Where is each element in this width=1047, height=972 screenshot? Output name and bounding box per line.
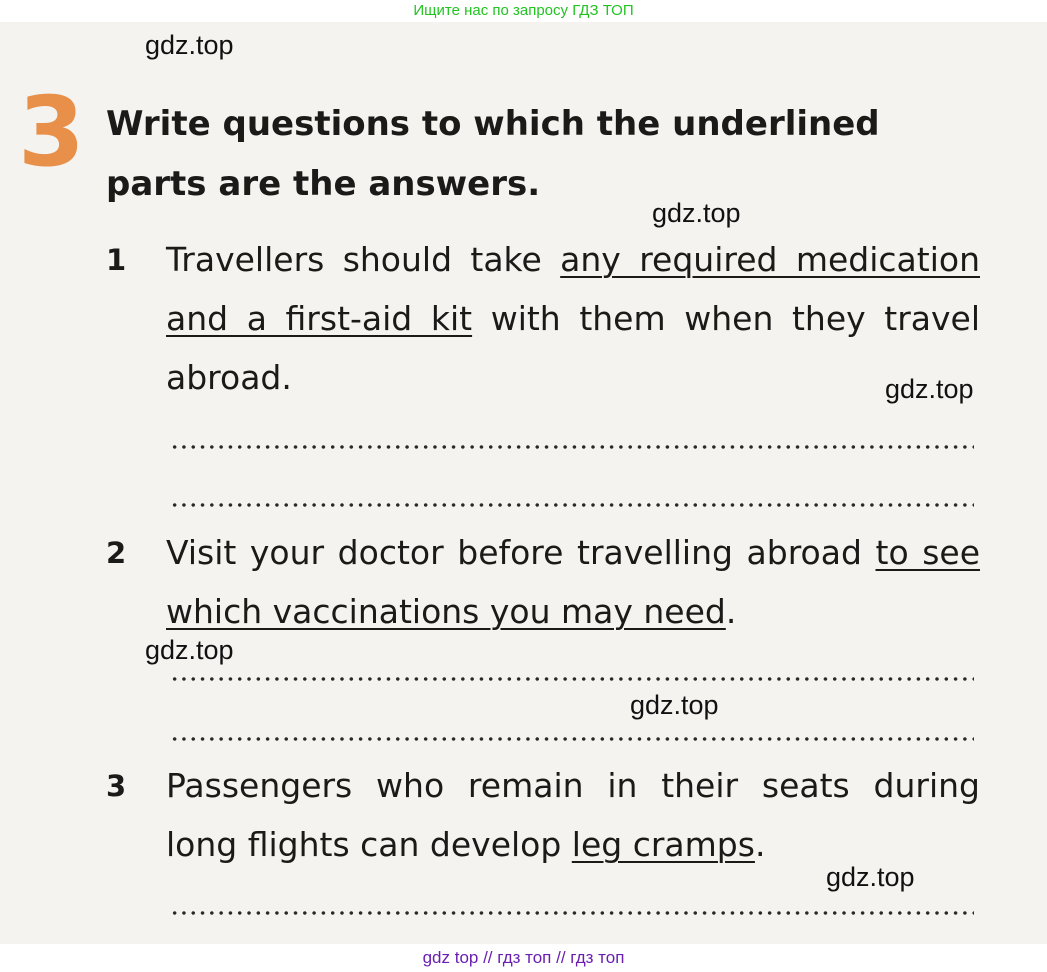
- watermark-3: gdz.top: [885, 374, 974, 404]
- bottom-banner[interactable]: gdz top // гдз топ // гдз топ: [422, 948, 625, 967]
- item-sentence: [166, 523, 980, 641]
- item-sentence: [166, 230, 980, 407]
- question-item-3: [106, 756, 982, 876]
- sentence-start: Visit your doctor before travelling abroad: [166, 533, 876, 572]
- question-item-1: [106, 230, 982, 410]
- item-number: 1: [106, 243, 127, 277]
- answer-line[interactable]: [170, 502, 974, 508]
- item-number: 3: [106, 769, 127, 803]
- underlined-answer: leg cramps: [571, 825, 755, 864]
- item-sentence: [166, 756, 980, 874]
- watermark-2: gdz.top: [652, 198, 741, 228]
- sentence-end: with them when they travel abroad.: [166, 299, 980, 397]
- question-item-2: [106, 523, 982, 643]
- underlined-answer: to see which vaccinations you may need: [166, 533, 981, 631]
- exercise-number: 3: [18, 76, 85, 188]
- answer-line[interactable]: [170, 736, 974, 742]
- exercise-instruction: Write questions to which the underlined parts are the answers.: [106, 104, 880, 204]
- watermark-4: gdz.top: [145, 635, 234, 665]
- sentence-end: .: [725, 592, 737, 631]
- answer-line[interactable]: [170, 910, 974, 916]
- textbook-page: [0, 22, 1047, 944]
- sentence-start: Passengers who remain in their seats during long flights can develop: [166, 766, 980, 864]
- underlined-answer: any required medication and a first-aid kit: [166, 240, 980, 338]
- watermark-6: gdz.top: [826, 862, 915, 892]
- answer-line[interactable]: [170, 444, 974, 450]
- sentence-start: Travellers should take: [166, 240, 561, 279]
- watermark-5: gdz.top: [630, 690, 719, 720]
- answer-line[interactable]: [170, 676, 974, 682]
- sentence-end: .: [754, 825, 766, 864]
- item-number: 2: [106, 536, 127, 570]
- top-banner[interactable]: Ищите нас по запросу ГДЗ ТОП: [413, 2, 634, 19]
- watermark-1: gdz.top: [145, 30, 234, 60]
